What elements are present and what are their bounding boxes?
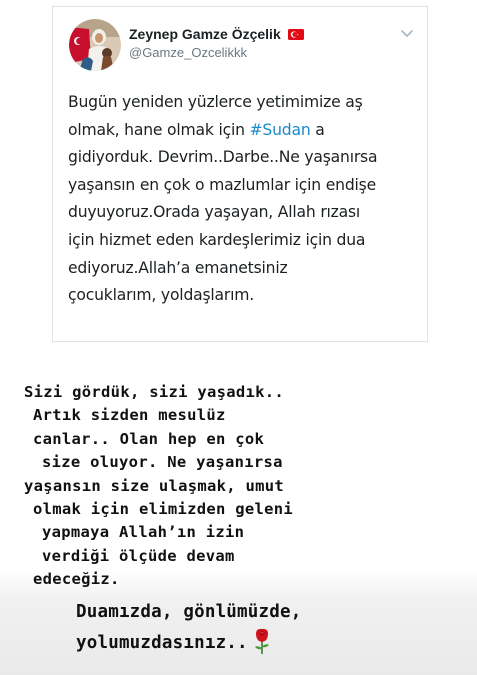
story-caption bbox=[24, 381, 464, 592]
hashtag-link[interactable]: #Sudan bbox=[249, 120, 311, 139]
tweet-handle[interactable]: @Gamze_Ozcelikkk bbox=[129, 45, 247, 60]
tweet-text bbox=[68, 89, 420, 310]
display-name[interactable]: Zeynep Gamze Özçelik bbox=[129, 26, 281, 42]
closing-line: Duamızda, gönlümüzde, bbox=[76, 602, 302, 622]
chevron-down-icon[interactable] bbox=[399, 25, 415, 41]
story-caption-line: size oluyor. Ne yaşanırsa bbox=[42, 453, 283, 472]
turkey-flag-icon bbox=[288, 27, 304, 43]
story-caption-line: Artık sizden mesulüz bbox=[33, 406, 226, 425]
tweet-line: duyuyoruz.Orada yaşayan, Allah rızası bbox=[68, 203, 361, 222]
tweet-line: gidiyorduk. Devrim..Darbe..Ne yaşanırsa bbox=[68, 148, 378, 167]
story-caption-line: edeceğiz. bbox=[33, 570, 120, 589]
story-closing-text bbox=[76, 598, 301, 658]
story-caption-line: olmak için elimizden geleni bbox=[33, 500, 294, 519]
embedded-tweet-card[interactable] bbox=[52, 6, 428, 342]
story-caption-line: yaşansın size ulaşmak, umut bbox=[24, 476, 285, 495]
tweet-line: yaşansın en çok o mazlumlar için endişe bbox=[68, 175, 376, 194]
tweet-line: ediyoruz.Allah’a emanetsiniz bbox=[68, 258, 288, 277]
closing-line: yolumuzdasınız.. bbox=[76, 627, 301, 658]
story-caption-line: Sizi gördük, sizi yaşadık.. bbox=[24, 383, 285, 401]
tweet-author[interactable] bbox=[129, 26, 304, 43]
tweet-line: olmak, hane olmak için #Sudan a bbox=[68, 120, 325, 139]
tweet-line: Bugün yeniden yüzlerce yetimimize aş bbox=[68, 93, 363, 111]
story-caption-line: verdiği ölçüde devam bbox=[42, 546, 235, 565]
story-caption-line: yapmaya Allah’ın izin bbox=[42, 523, 245, 542]
rose-icon bbox=[252, 627, 272, 655]
avatar[interactable] bbox=[69, 19, 121, 71]
tweet-line: için hizmet eden kardeşlerimiz için dua bbox=[68, 230, 366, 249]
tweet-line: çocuklarım, yoldaşlarım. bbox=[68, 286, 254, 305]
story-caption-line: canlar.. Olan hep en çok bbox=[33, 429, 265, 448]
